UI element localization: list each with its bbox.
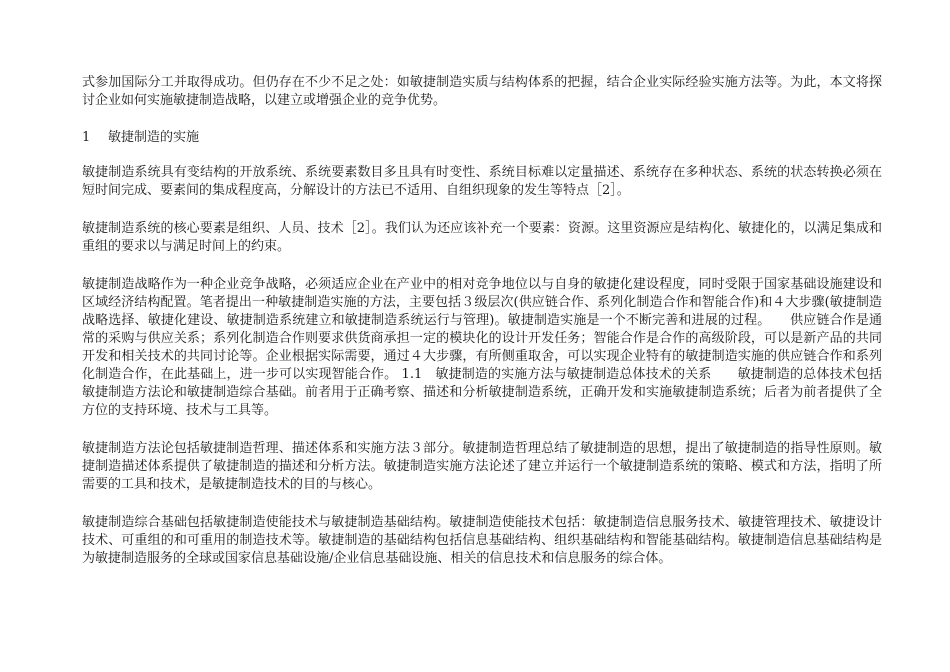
section-number: 1 bbox=[82, 130, 91, 145]
paragraph-strategy: 敏捷制造战略作为一种企业竞争战略，必须适应企业在产业中的相对竞争地位以与自身的敏捷化建设程度，同时受限于国家基础设施建设和区域经济结构配置。笔者提出一种敏捷制造实施的方法，主要包括３级层次(供应链合作、系列化制造合作和智能合作)和４大步骤(敏捷制造战略选择、敏捷化建设、敏捷制造系统建立和敏捷制造系统运行与管理)。敏捷制造实施是一个不断完善和进展的过程。 供应链合作是通常的采购与供应关系；系列化制造合作则要求供货商承担一定的模块化的设计开发任务；智能合作是合作的高级阶段，可以是新产品的共同开发和相关技术的共同讨论等。企业根据实际需要，通过４大步骤，有所侧重取舍，可以实现企业特有的敏捷制造实施的供应链合作和系列化制造合作，在此基础上，进一步可以实现智能合作。 1.1 敏捷制造的实施方法与敏捷制造总体技术的关系 敏捷制造的总体技术包括敏捷制造方法论和敏捷制造综合基础。前者用于正确考察、描述和分析敏捷制造系统，正确开发和实施敏捷制造系统；后者为前者提供了全方位的支持环境、技术与工具等。 bbox=[82, 277, 882, 418]
document-body bbox=[82, 74, 882, 588]
paragraph-core-elements: 敏捷制造系统的核心要素是组织、人员、技术［2］。我们认为还应该补充一个要素：资源。这里资源应是结构化、敏捷化的，以满足集成和重组的要求以与满足时间上的约束。 bbox=[82, 221, 882, 254]
paragraph-system-features: 敏捷制造系统具有变结构的开放系统、系统要素数目多且具有时变性、系统目标难以定量描述、系统存在多种状态、系统的状态转换必须在短时间完成、要素间的集成程度高，分解设计的方法已不适用、自组织现象的发生等特点［2］。 bbox=[82, 165, 882, 198]
paragraph-intro: 式参加国际分工并取得成功。但仍存在不少不足之处：如敏捷制造实质与结构体系的把握，结合企业实际经验实施方法等。为此，本文将探讨企业如何实施敏捷制造战略，以建立或增强企业的竞争优势。 bbox=[82, 75, 882, 108]
section-heading bbox=[82, 129, 882, 147]
paragraph-foundation: 敏捷制造综合基础包括敏捷制造使能技术与敏捷制造基础结构。敏捷制造使能技术包括：敏捷制造信息服务技术、敏捷管理技术、敏捷设计技术、可重组的和可重用的制造技术等。敏捷制造的基础结构包括信息基础结构、组织基础结构和智能基础结构。敏捷制造信息基础结构是为敏捷制造服务的全球或国家信息基础设施/企业信息基础设施、相关的信息技术和信息服务的综合体。 bbox=[82, 515, 882, 566]
paragraph-methodology: 敏捷制造方法论包括敏捷制造哲理、描述体系和实施方法３部分。敏捷制造哲理总结了敏捷制造的思想，提出了敏捷制造的指导性原则。敏捷制造描述体系提供了敏捷制造的描述和分析方法。敏捷制造实施方法论述了建立并运行一个敏捷制造系统的策略、模式和方法，指明了所需要的工具和技术，是敏捷制造技术的目的与核心。 bbox=[82, 441, 882, 492]
section-title: 敏捷制造的实施 bbox=[108, 130, 200, 145]
